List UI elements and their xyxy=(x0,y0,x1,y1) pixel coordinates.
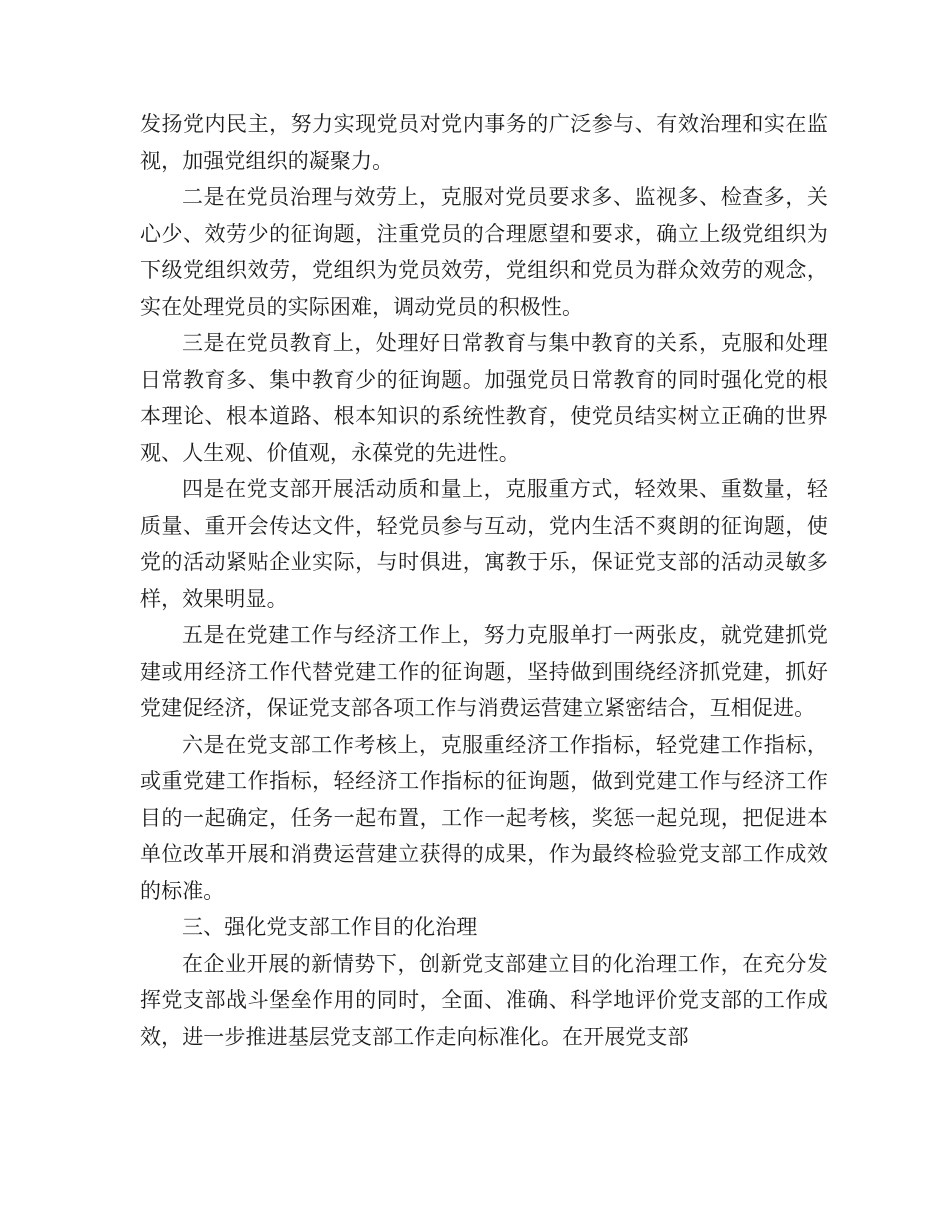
paragraph-member-education: 三是在党员教育上，处理好日常教育与集中教育的关系，克服和处理日常教育多、集中教育少的征询题。加强党员日常教育的同时强化党的根本理论、根本道路、根本知识的系统性教育，使党员结实树立正确的世界观、人生观、价值观，永葆党的先进性。 xyxy=(140,331,828,465)
document-body xyxy=(140,106,828,1055)
paragraph-branch-activities: 四是在党支部开展活动质和量上，克服重方式，轻效果、重数量，轻质量、重开会传达文件，轻党员参与互动，党内生活不爽朗的征询题，使党的活动紧贴企业实际，与时俱进，寓教于乐，保证党支部的活动灵敏多样，效果明显。 xyxy=(140,477,828,611)
paragraph-branch-assessment: 六是在党支部工作考核上，克服重经济工作指标，轻党建工作指标，或重党建工作指标，轻经济工作指标的征询题，做到党建工作与经济工作目的一起确定，任务一起布置，工作一起考核，奖惩一起兑现，把促进本单位改革开展和消费运营建立获得的成果，作为最终检验党支部工作成效的标准。 xyxy=(140,732,828,903)
section-heading: 三、强化党支部工作目的化治理 xyxy=(182,915,478,939)
paragraph-continued: 发扬党内民主，努力实现党员对党内事务的广泛参与、有效治理和实在监视，加强党组织的凝聚力。 xyxy=(140,112,828,173)
paragraph-party-economy: 五是在党建工作与经济工作上，努力克服单打一两张皮，就党建抓党建或用经济工作代替党建工作的征询题，坚持做到围绕经济抓党建，抓好党建促经济，保证党支部各项工作与消费运营建立紧密结合，互相促进。 xyxy=(140,623,828,720)
paragraph-member-management: 二是在党员治理与效劳上，克服对党员要求多、监视多、检查多，关心少、效劳少的征询题，注重党员的合理愿望和要求，确立上级党组织为下级党组织效劳，党组织为党员效劳，党组织和党员为群众效劳的观念，实在处理党员的实际困难，调动党员的积极性。 xyxy=(140,185,828,319)
paragraph-target-management: 在企业开展的新情势下，创新党支部建立目的化治理工作，在充分发挥党支部战斗堡垒作用的同时，全面、准确、科学地评价党支部的工作成效，进一步推进基层党支部工作走向标准化。在开展党支部 xyxy=(140,951,828,1049)
